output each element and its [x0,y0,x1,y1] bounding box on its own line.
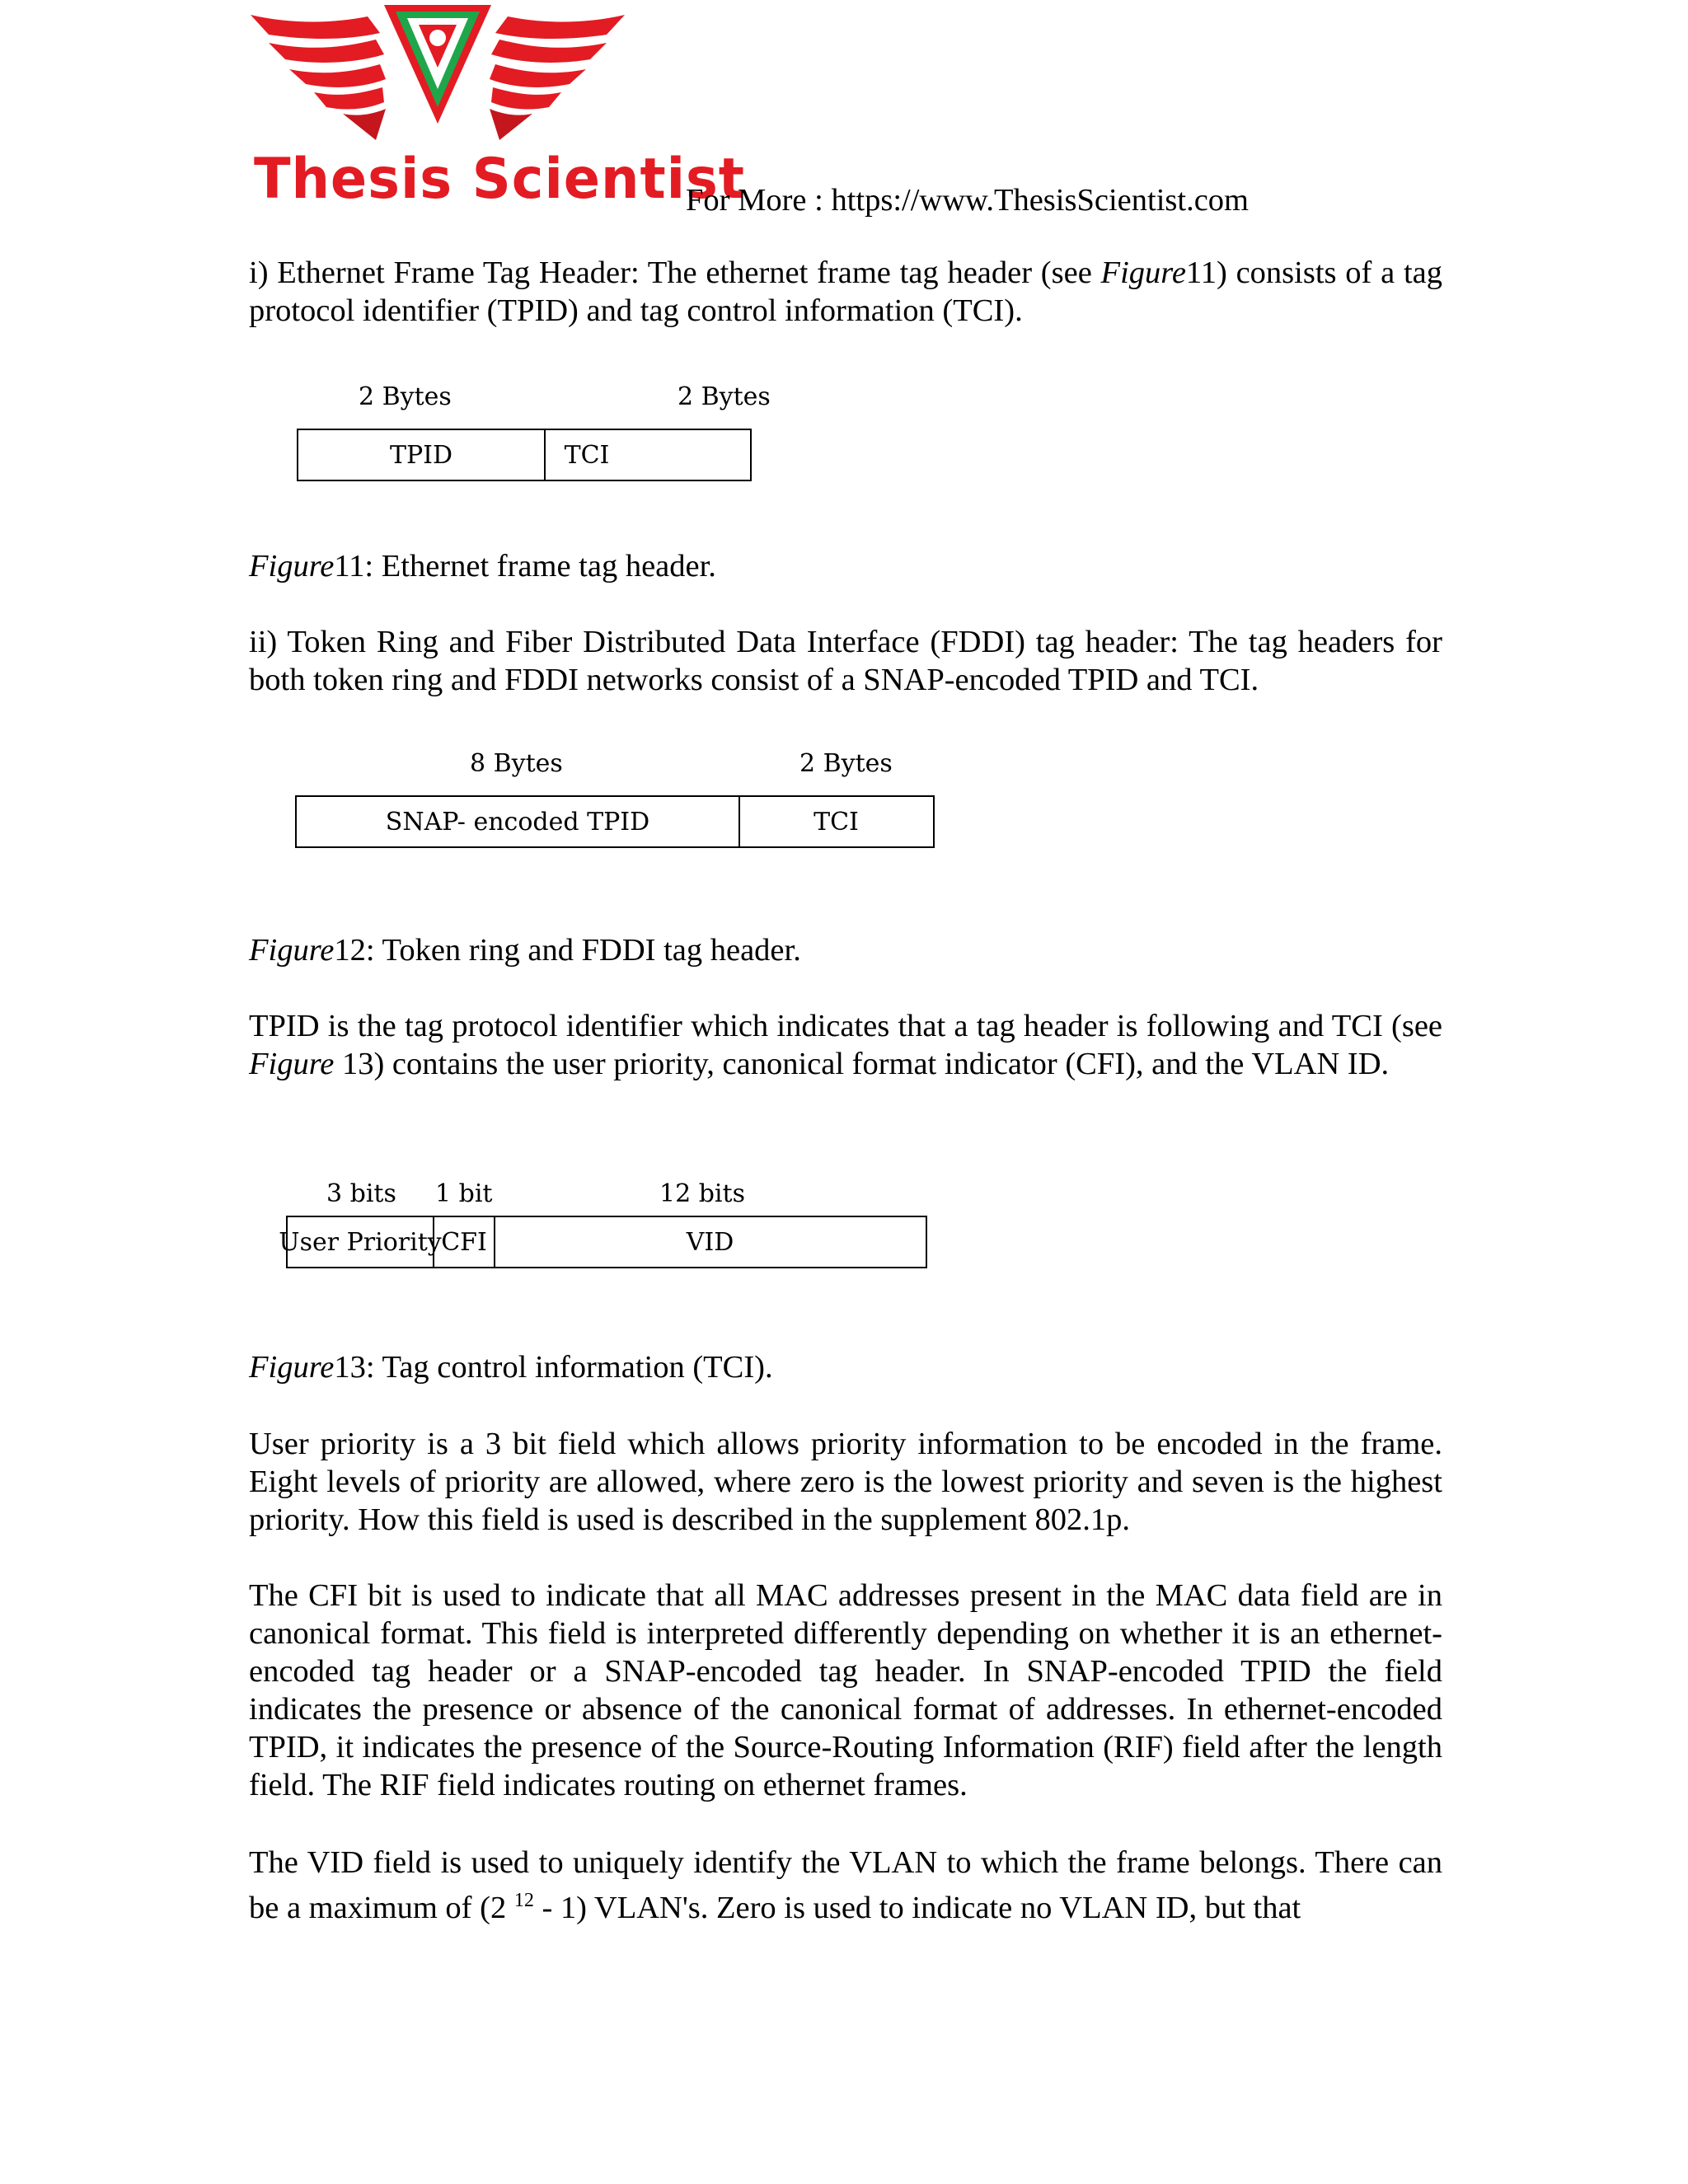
fig12-cell-tci: TCI [814,807,859,837]
header-website-link[interactable]: For More : https://www.ThesisScientist.com [686,183,1249,218]
fig12-label-right: 2 Bytes [799,749,893,778]
paragraph-token-ring-fddi: ii) Token Ring and Fiber Distributed Data Interface (FDDI) tag header: The tag headers for both token ring and FDDI networks consist of a SNAP-encoded TPID and TCI. [249,625,1442,697]
fig13-cell-cfi: CFI [434,1217,495,1267]
paragraph-cfi-bit: The CFI bit is used to indicate that all MAC addresses present in the MAC data field are in canonical format. This field is interpreted differently depending on whether it is an ethernet-encoded tag header or a SNAP-encoded tag header. In SNAP-encoded TPID the field indicates the presence or absence of the canonical format of addresses. In ethernet-encoded TPID, it indicates the presence of the Source-Routing Information (RIF) field after the length field. The RIF field indicates routing on ethernet frames. [249,1578,1442,1802]
fig11-label-right: 2 Bytes [678,382,771,411]
fig13-cell-user-priority: User Priority [288,1217,434,1267]
fig12-caption: Figure12: Token ring and FDDI tag header. [249,933,801,968]
fig13-label-12bits: 12 bits [659,1179,745,1208]
fig11-diagram [297,429,752,481]
fig11-cell-tci: TCI [564,440,610,470]
paragraph-ethernet-tag-header: i) Ethernet Frame Tag Header: The ethernet frame tag header (see Figure11) consists of a tag protocol identifier (TPID) and tag control information (TCI). [249,255,1442,328]
fig12-diagram [295,795,935,848]
logo-wordmark: Thesis Scientist [254,147,745,212]
fig11-label-left: 2 Bytes [359,382,452,411]
fig13-label-1bit: 1 bit [435,1179,493,1208]
fig12-label-left: 8 Bytes [470,749,563,778]
fig11-cell-tpid: TPID [298,430,546,480]
paragraph-tpid-tci: TPID is the tag protocol identifier which indicates that a tag header is following and TCI (see Figure 13) contains the user priority, canonical format indicator (CFI), and the VLAN ID. [249,1009,1442,1081]
fig11-caption: Figure11: Ethernet frame tag header. [249,549,716,583]
fig13-label-3bits: 3 bits [326,1179,396,1208]
fig13-caption: Figure13: Tag control information (TCI). [249,1350,773,1385]
fig12-cell-snap-tpid: SNAP- encoded TPID [297,797,740,846]
paragraph-user-priority: User priority is a 3 bit field which allows priority information to be encoded in the frame. Eight levels of priority are allowed, where zero is the lowest priority and seven is the highest priority. How this field is used is described in the supplement 802.1p. [249,1427,1442,1537]
fig13-diagram [279,1216,927,1268]
winged-triangle-logo-icon [244,0,631,148]
paragraph-vid-field: The VID field is used to uniquely identify the VLAN to which the frame belongs. There can be a maximum of (2 $^{12}$ - 1) VLAN's. Zero is used to indicate no VLAN ID, but that [249,1845,1442,1925]
fig13-cell-vid: VID [686,1227,734,1257]
thesis-scientist-logo [244,0,745,223]
